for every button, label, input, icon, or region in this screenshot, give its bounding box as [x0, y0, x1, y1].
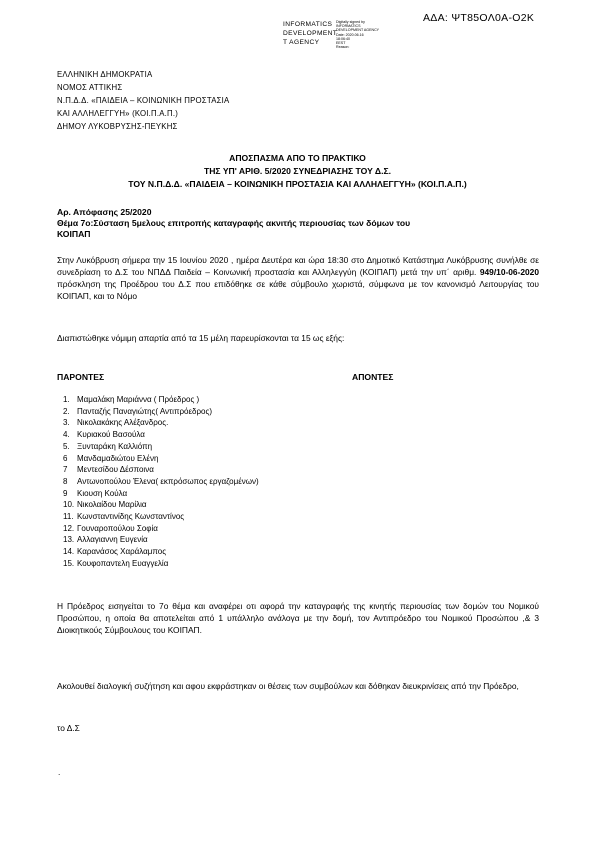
list-item: 4. Κυριακού Βασούλα	[63, 430, 145, 440]
ada-code: ΑΔΑ: ΨΤ85ΟΛ0Α-Ο2Κ	[423, 12, 535, 24]
title-line: ΑΠΟΣΠΑΣΜΑ ΑΠΟ ΤΟ ΠΡΑΚΤΙΚΟ	[229, 153, 366, 163]
signature-details: Digitally signed by INFORMATICS DEVELOPMENT AGENCY Date: 2020.06.16 18:06:40 EEST Reason:	[336, 20, 380, 50]
invitation-number: 949/10-06-2020	[479, 267, 539, 277]
document-title	[0, 152, 595, 191]
list-item: 2. Πανταζής Παναγιώτης( Αντιπρόεδρος)	[63, 406, 213, 416]
list-item: 10. Νικολαίδου Μαρίλια	[63, 500, 147, 510]
list-item: 9 Κιουση Κούλα	[63, 488, 128, 498]
list-item: 5. Ξυνταράκη Καλλιόπη	[63, 441, 153, 451]
list-item: 8 Αντωνοπούλου Έλενα( εκπρόσωπος εργαζομένων)	[63, 476, 259, 486]
present-heading: ΠΑΡΟΝΤΕΣ	[57, 372, 105, 382]
header-line: ΔΗΜΟΥ ΛΥΚΟΒΡΥΣΗΣ-ΠΕΥΚΗΣ	[57, 122, 178, 131]
header-line: Ν.Π.Δ.Δ. «ΠΑΙΔΕΙΑ – ΚΟΙΝΩΝΙΚΗ ΠΡΟΣΤΑΣΙΑ	[57, 96, 230, 105]
list-item: 12. Γουναροπούλου Σοφία	[63, 523, 158, 533]
trailing-mark: .	[58, 767, 61, 777]
organization-header	[57, 68, 229, 133]
list-item: 6 Μανδαμαδιώτου Ελένη	[63, 453, 159, 463]
meeting-paragraph: Στην Λυκόβρυση σήμερα την 15 Ιουνίου 2020 , ημέρα Δευτέρα και ώρα 18:30 στο Δημοτικό Κατάστημα Λυκόβρυσης συνήλθε σε συνεδρίαση το Δ.Σ του ΝΠΔΔ Παιδεία – Κοινωνική προστασία και Αλληλεγγύη (ΚΟΙΠΑΠ) μετά την υπ΄ αριθμ. 949/10-06-2020 πρόσκληση της Προέδρου του Δ.Σ που επιδόθηκε σε κάθε σύμβουλο χωριστά, σύμφωνα με τον κανονισμό Λειτουργίας του ΚΟΙΠΑΠ, και το Νόμο	[57, 255, 539, 301]
title-line: ΤΗΣ ΥΠ' ΑΡΙΘ. 5/2020 ΣΥΝΕΔΡΙΑΣΗΣ ΤΟΥ Δ.Σ.	[203, 166, 392, 176]
header-line: ΚΑΙ ΑΛΛΗΛΕΓΓΥΗ» (ΚΟΙ.Π.Α.Π.)	[57, 109, 178, 118]
header-line: ΕΛΛΗΝΙΚΗ ΔΗΜΟΚΡΑΤΙΑ	[57, 70, 153, 79]
list-item: 13. Αλλαγιαννη Ευγενία	[63, 535, 148, 545]
decision-subject-cont: ΚΟΙΠΑΠ	[57, 229, 91, 239]
present-members-list	[63, 394, 259, 570]
proposal-paragraph: Η Πρόεδρος εισηγείται το 7ο θέμα και αναφέρει οτι αφορά την καταγραφής της κινητής περιουσίας των δομών του Νομικού Προσώπου, η οποία θα αποτελείται από 1 υπάλληλο ανάλογα με την δομή, τον Αντιπρόεδρο του Νομικού Προσώπου ,& 3 Διοικητικούς Σύμβουλους του ΚΟΙΠΑΠ.	[57, 601, 539, 635]
title-line: ΤΟΥ Ν.Π.Δ.Δ. «ΠΑΙΔΕΙΑ – ΚΟΙΝΩΝΙΚΗ ΠΡΟΣΤΑΣΙΑ ΚΑΙ ΑΛΛΗΛΕΓΓΥΗ» (ΚΟΙ.Π.Α.Π.)	[128, 179, 467, 189]
list-item: 1. Μαμαλάκη Μαριάννα ( Πρόεδρος )	[63, 395, 200, 404]
decision-number: Αρ. Απόφασης 25/2020	[57, 207, 152, 217]
discussion-paragraph: Ακολουθεί διαλογική συζήτηση και αφου εκφράστηκαν οι θέσεις των συμβούλων και δόθηκαν διευκρινίσεις από την Πρόεδρο,	[57, 681, 519, 691]
board-label: το Δ.Σ	[57, 723, 80, 733]
list-item: 14. Καρανάσος Χαράλαμπος	[63, 547, 167, 557]
digital-signature-logo	[283, 20, 413, 50]
list-item: 11. Κωνσταντινίδης Κωνσταντίνος	[63, 512, 185, 522]
absent-heading: ΑΠΟΝΤΕΣ	[352, 372, 394, 382]
logo-text: INFORMATICS DEVELOPMENT T AGENCY	[283, 21, 338, 46]
list-item: 3. Νικολακάκης Αλέξανδρος.	[63, 418, 169, 428]
list-item: 15. Κουφοπαντελη Ευαγγελία	[63, 558, 169, 568]
decision-subject: Θέμα 7ο:Σύσταση 5μελους επιτροπής καταγραφής ακνιτής περιουσίας των δόμων του	[57, 218, 411, 228]
header-line: ΝΟΜΟΣ ΑΤΤΙΚΗΣ	[57, 83, 123, 92]
decision-heading	[57, 207, 539, 240]
quorum-statement: Διαπιστώθηκε νόμιμη απαρτία από τα 15 μέλη παρευρίσκονται τα 15 ως εξής:	[57, 333, 345, 343]
list-item: 7 Μεντεσίδου Δέσποινα	[63, 465, 154, 475]
